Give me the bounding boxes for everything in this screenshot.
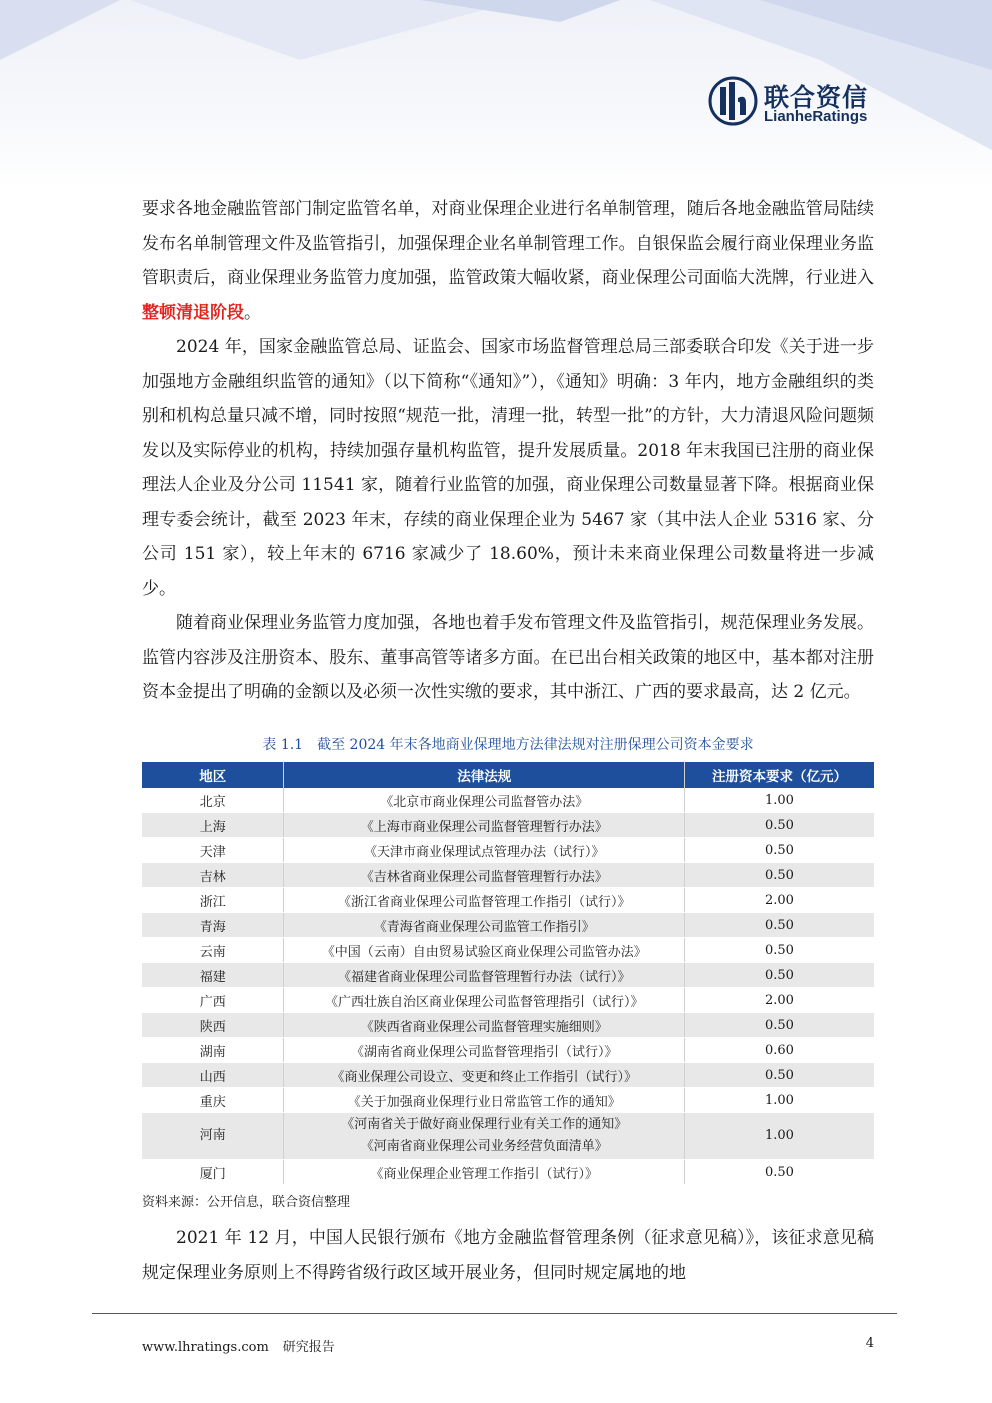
cell-capital: 0.50 <box>684 938 874 963</box>
cell-capital: 1.00 <box>684 788 874 813</box>
cell-capital: 0.50 <box>684 913 874 938</box>
page-number: 4 <box>865 1336 874 1351</box>
footer-left <box>142 1336 335 1355</box>
table-row <box>142 1013 874 1038</box>
cell-law: 《关于加强商业保理行业日常监管工作的通知》 <box>284 1088 685 1113</box>
cell-region: 广西 <box>142 988 284 1013</box>
cell-capital: 1.00 <box>684 1088 874 1113</box>
cell-law <box>284 1113 685 1160</box>
cell-region: 北京 <box>142 788 284 813</box>
table-row <box>142 988 874 1013</box>
table-row <box>142 1063 874 1088</box>
table-row <box>142 1038 874 1063</box>
table-caption: 表 1.1 截至 2024 年末各地商业保理地方法律法规对注册保理公司资本金要求 <box>262 737 754 753</box>
brand-logo <box>708 76 888 132</box>
paragraph-4: 2021 年 12 月，中国人民银行颁布《地方金融监督管理条例（征求意见稿）》，该征求意见稿规定保理业务原则上不得跨省级行政区域开展业务，但同时规定属地的地 <box>142 1228 874 1283</box>
table-row <box>142 913 874 938</box>
table-row <box>142 863 874 888</box>
cell-region: 吉林 <box>142 863 284 888</box>
brand-name-cn: 联合资信 <box>764 83 869 112</box>
cell-law: 《广西壮族自治区商业保理公司监督管理指引（试行）》 <box>284 988 685 1013</box>
paragraph-1-text: 要求各地金融监管部门制定监管名单，对商业保理企业进行名单制管理，随后各地金融监管局陆续发布名单制管理文件及监管指引，加强保理企业名单制管理工作。自银保监会履行商业保理业务监管职责后，商业保理业务监管力度加强，监管政策大幅收紧，商业保理公司面临大洗牌，行业进入 <box>142 199 874 288</box>
cell-region: 厦门 <box>142 1160 284 1185</box>
cell-law: 《福建省商业保理公司监督管理暂行办法（试行）》 <box>284 963 685 988</box>
paragraph-1-end: 。 <box>244 302 261 323</box>
cell-law-line-1: 《河南省关于做好商业保理行业有关工作的通知》 <box>341 1117 628 1132</box>
cell-capital: 0.50 <box>684 838 874 863</box>
cell-region: 天津 <box>142 838 284 863</box>
regulation-table <box>142 762 874 1185</box>
cell-law: 《上海市商业保理公司监督管理暂行办法》 <box>284 813 685 838</box>
table-row <box>142 1113 874 1160</box>
cell-region: 上海 <box>142 813 284 838</box>
brand-name-en: LianheRatings <box>764 108 868 125</box>
table-source: 资料来源：公开信息，联合资信整理 <box>142 1195 351 1210</box>
table-row <box>142 838 874 863</box>
cell-law: 《吉林省商业保理公司监督管理暂行办法》 <box>284 863 685 888</box>
cell-capital: 1.00 <box>684 1113 874 1160</box>
cell-law-line-2: 《河南省商业保理公司业务经营负面清单》 <box>360 1139 608 1154</box>
cell-region: 河南 <box>142 1113 284 1160</box>
cell-law: 《商业保理企业管理工作指引（试行）》 <box>284 1160 685 1185</box>
header-capital: 注册资本要求（亿元） <box>684 762 874 788</box>
footer-divider <box>92 1313 897 1314</box>
highlight-text: 整顿清退阶段 <box>142 302 244 323</box>
cell-region: 浙江 <box>142 888 284 913</box>
cell-capital: 0.50 <box>684 1063 874 1088</box>
table-header-row <box>142 762 874 788</box>
header-region: 地区 <box>142 762 284 788</box>
table-row <box>142 1088 874 1113</box>
cell-law: 《中国（云南）自由贸易试验区商业保理公司监管办法》 <box>284 938 685 963</box>
table-row <box>142 888 874 913</box>
cell-region: 福建 <box>142 963 284 988</box>
cell-capital: 0.50 <box>684 1013 874 1038</box>
cell-capital: 0.50 <box>684 963 874 988</box>
table-row <box>142 1160 874 1185</box>
cell-region: 山西 <box>142 1063 284 1088</box>
paragraph-2: 2024 年，国家金融监管总局、证监会、国家市场监督管理总局三部委联合印发《关于进一步加强地方金融组织监管的通知》（以下简称“《通知》”），《通知》明确：3 年内，地方金融组织的类别和机构总量只减不增，同时按照“规范一批，清理一批，转型一批”的方针，大力清退风险问题频发以及实际停业的机构，持续加强存量机构监管，提升发展质量。2018 年末我国已注册的商业保理法人企业及分公司 11541 家，随着行业监管的加强，商业保理公司数量显著下降。根据商业保理专委会统计，截至 2023 年末，存续的商业保理企业为 5467 家（其中法人企业 5316 家、分公司 151 家），较上年末的 6716 家减少了 18.60%，预计未来商业保理公司数量将进一步减少。 <box>142 337 874 599</box>
body-text-bottom <box>142 1221 874 1290</box>
cell-law: 《浙江省商业保理公司监督管理工作指引（试行）》 <box>284 888 685 913</box>
table-row <box>142 813 874 838</box>
cell-capital: 0.60 <box>684 1038 874 1063</box>
table-row <box>142 963 874 988</box>
cell-region: 青海 <box>142 913 284 938</box>
lianhe-logo-icon <box>708 76 758 126</box>
paragraph-3: 随着商业保理业务监管力度加强，各地也着手发布管理文件及监管指引，规范保理业务发展。监管内容涉及注册资本、股东、董事高管等诸多方面。在已出台相关政策的地区中，基本都对注册资本金提出了明确的金额以及必须一次性实缴的要求，其中浙江、广西的要求最高，达 2 亿元。 <box>142 613 874 702</box>
body-text-top <box>142 192 874 710</box>
cell-capital: 2.00 <box>684 888 874 913</box>
table-row <box>142 938 874 963</box>
cell-capital: 0.50 <box>684 813 874 838</box>
table-row <box>142 788 874 813</box>
cell-law: 《青海省商业保理公司监管工作指引》 <box>284 913 685 938</box>
cell-law: 《天津市商业保理试点管理办法（试行）》 <box>284 838 685 863</box>
paragraph-1 <box>142 192 874 330</box>
cell-region: 湖南 <box>142 1038 284 1063</box>
cell-capital: 0.50 <box>684 863 874 888</box>
cell-law: 《商业保理公司设立、变更和终止工作指引（试行）》 <box>284 1063 685 1088</box>
header-law: 法律法规 <box>284 762 685 788</box>
cell-law: 《北京市商业保理公司监督管办法》 <box>284 788 685 813</box>
cell-region: 云南 <box>142 938 284 963</box>
cell-capital: 2.00 <box>684 988 874 1013</box>
cell-region: 陕西 <box>142 1013 284 1038</box>
cell-law: 《陕西省商业保理公司监督管理实施细则》 <box>284 1013 685 1038</box>
footer-url-link[interactable]: www.lhratings.com <box>142 1340 269 1355</box>
cell-capital: 0.50 <box>684 1160 874 1185</box>
cell-law: 《湖南省商业保理公司监督管理指引（试行）》 <box>284 1038 685 1063</box>
cell-region: 重庆 <box>142 1088 284 1113</box>
footer-label: 研究报告 <box>282 1340 335 1355</box>
